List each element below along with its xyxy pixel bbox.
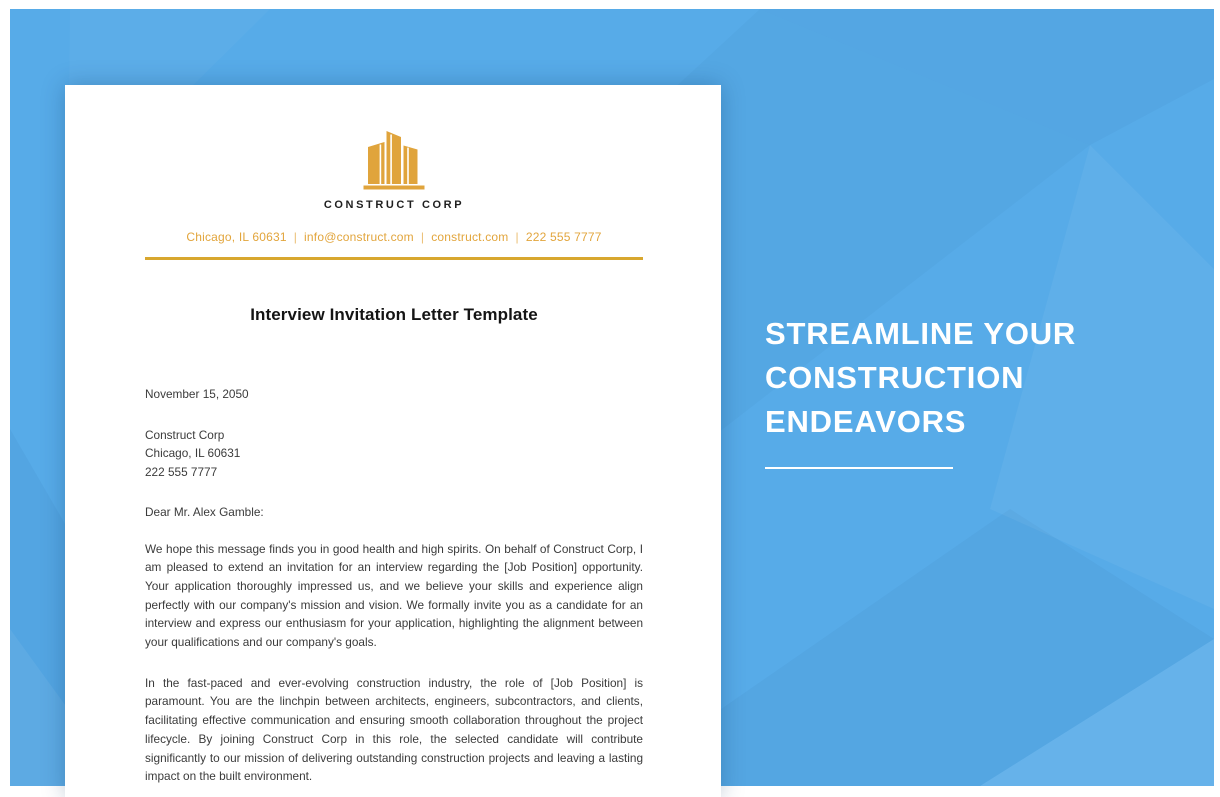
brand-name: CONSTRUCT CORP: [323, 199, 465, 211]
tagline-line-3: ENDEAVORS: [765, 404, 967, 439]
tagline-headline: [765, 312, 1185, 444]
letter-paragraph-1: We hope this message finds you in good health and high spirits. On behalf of Construct Corp, I am pleased to extend an invitation for an interview regarding the [Job Position] opportunity. Your application thoroughly impressed us, and we believe your skills and experience align perfectly with our company's mission and vision. We formally invite you as a candidate for an interview and express our enthusiasm for your application, highlighting the alignment between your qualifications and our company's goals.: [145, 541, 643, 650]
side-tagline: [765, 312, 1185, 469]
letterhead-divider: [145, 257, 643, 260]
letter-title: Interview Invitation Letter Template: [250, 305, 538, 324]
buildings-icon: [361, 128, 427, 190]
contact-website: construct.com: [431, 230, 509, 244]
letterhead-contact: [145, 230, 643, 244]
recipient-line: Construct Corp: [145, 427, 225, 442]
recipient-line: Chicago, IL 60631: [145, 446, 241, 461]
recipient-address: [145, 426, 643, 482]
letter-document: [65, 85, 721, 797]
salutation: Dear Mr. Alex Gamble:: [145, 504, 264, 519]
contact-separator: |: [515, 230, 519, 244]
contact-separator: |: [420, 230, 425, 244]
letter-date: November 15, 2050: [145, 387, 249, 401]
letter-paragraph-2: In the fast-paced and ever-evolving construction industry, the role of [Job Position] is paramount. You are the linchpin between architects, engineers, subcontractors, and clients, facilitating effective communication and ensuring smooth collaboration throughout the project lifecycle. By joining Construct Corp in this role, the selected candidate will contribute significantly to our mission of delivering outstanding construction projects and leaving a lasting impact on the built environment.: [145, 675, 643, 784]
tagline-underline: [765, 467, 953, 469]
contact-phone: 222 555 7777: [525, 230, 602, 244]
recipient-line: 222 555 7777: [145, 465, 218, 480]
contact-location: Chicago, IL 60631: [186, 230, 287, 244]
tagline-line-1: STREAMLINE YOUR: [765, 316, 1077, 351]
tagline-line-2: CONSTRUCTION: [765, 360, 1025, 395]
contact-separator: |: [293, 230, 298, 244]
contact-email: info@construct.com: [304, 230, 414, 244]
